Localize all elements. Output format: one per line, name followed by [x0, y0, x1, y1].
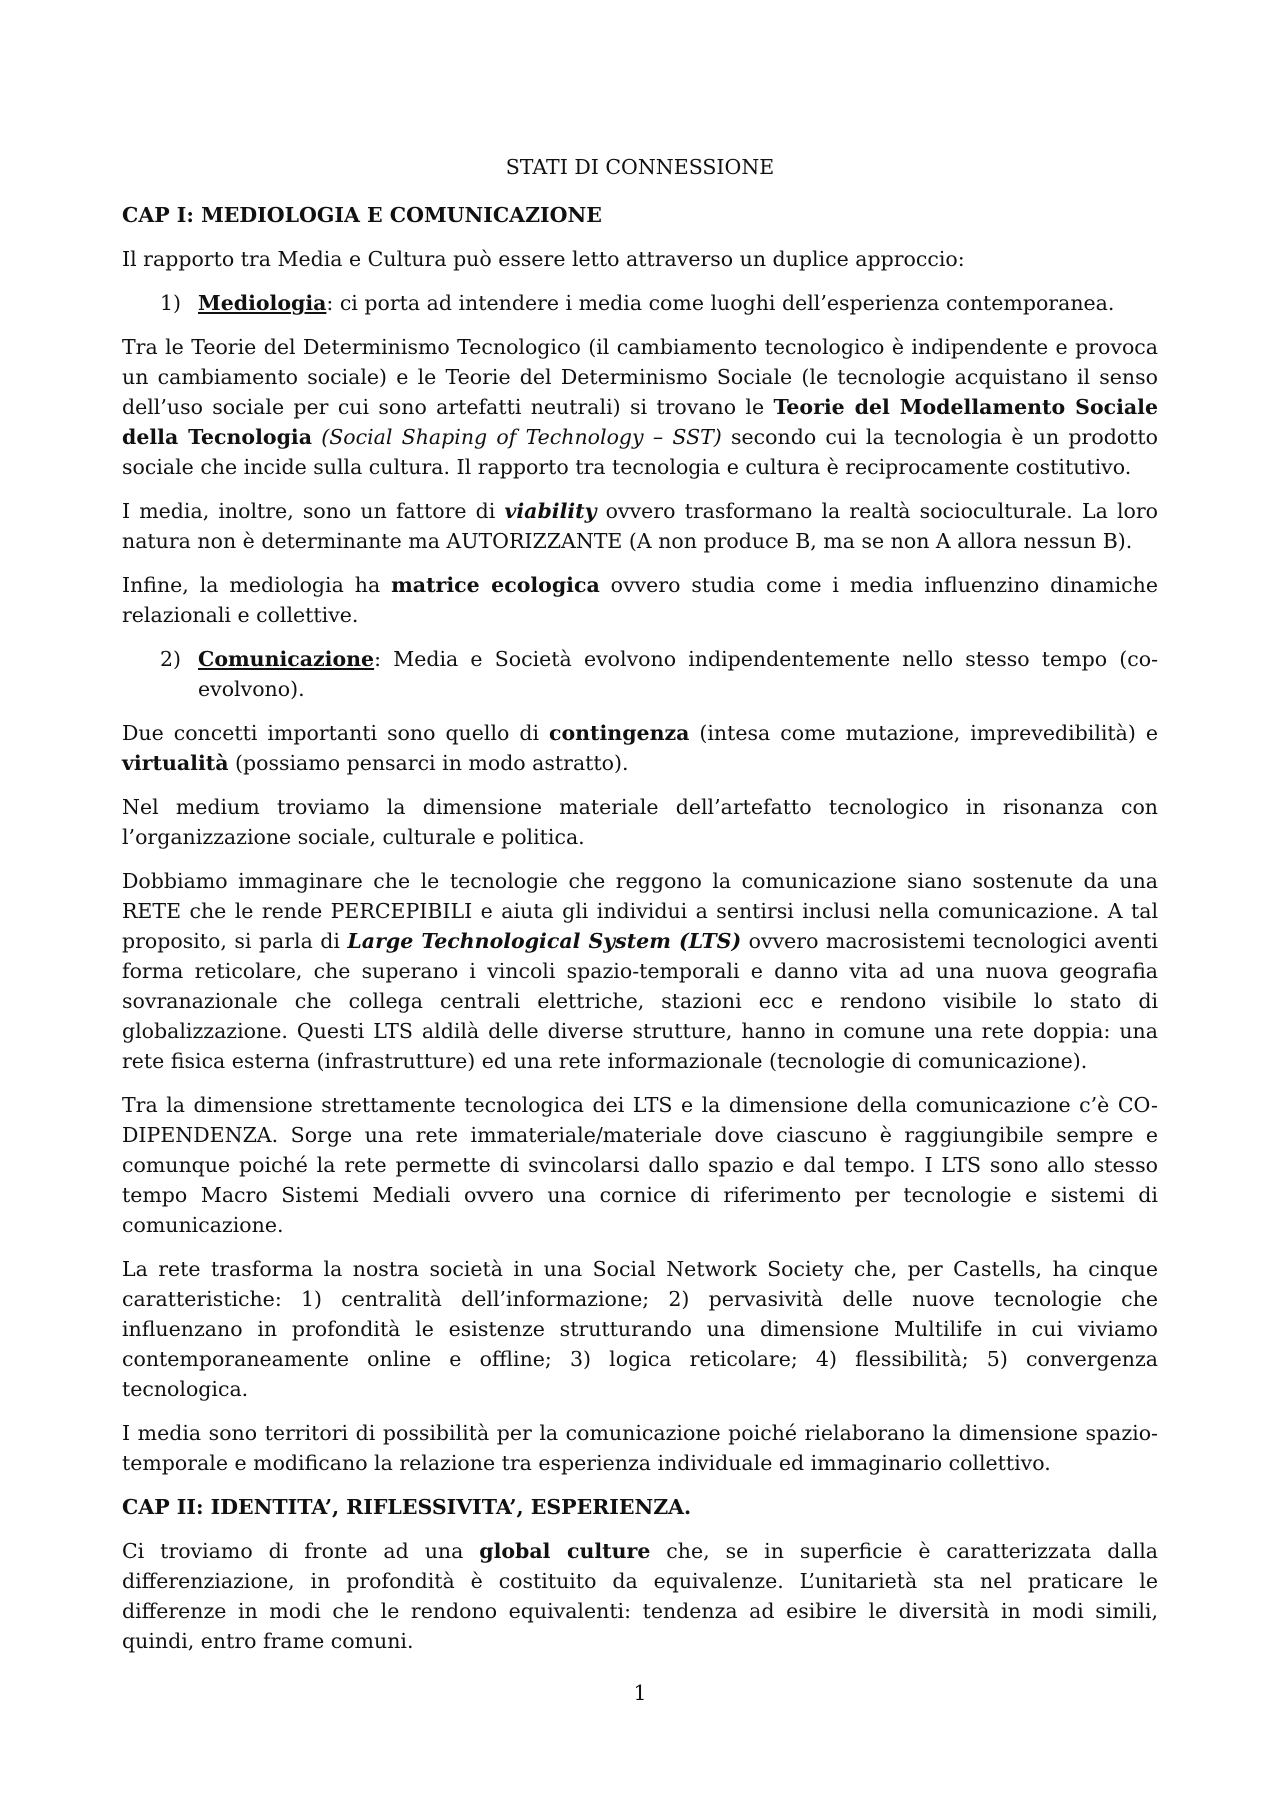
document-title: STATI DI CONNESSIONE [505, 155, 775, 179]
chapter-1-heading: CAP I: MEDIOLOGIA E COMUNICAZIONE [122, 203, 602, 227]
text-span: ovvero macrosistemi tecnologici aventi forma reticolare, che superano i vincoli spazio-temporali e danno vita ad una nuova geografia sovranazionale che collega centrali elettriche, stazioni ecc e rendono visibile lo stato di globalizzazione. Questi LTS aldilà delle diverse strutture, hanno in comune una rete doppia: una rete fisica esterna (infrastrutture) ed una rete informazionale (tecnologie di comunicazione). [122, 929, 1158, 1073]
text-span: che, se in superficie è caratterizzata dalla differenziazione, in profondità è costituito da equivalenze. L’unitarietà sta nel praticare le differenze in modi che le rendono equivalenti: tendenza ad esibire le diversità in modi simili, quindi, entro frame comuni. [122, 1539, 1158, 1653]
text-span: Ci troviamo di fronte ad una [122, 1539, 480, 1563]
list-number: 2) [160, 647, 182, 671]
text-span [312, 425, 321, 449]
term-comunicazione: Comunicazione [198, 647, 375, 671]
list-text [198, 288, 1158, 318]
italic-term: (Social Shaping of Technology – SST) [321, 425, 722, 449]
intro-paragraph: Il rapporto tra Media e Cultura può essere letto attraverso un duplice approccio: [122, 247, 965, 271]
paragraph-contingenza [122, 718, 1158, 778]
bold-term: matrice ecologica [391, 573, 600, 597]
text-span: Tra le Teorie del Determinismo Tecnologico (il cambiamento tecnologico è indipendente e provoca un cambiamento sociale) e le Teorie del Determinismo Sociale (le tecnologie acquistano il senso dell’uso sociale per cui sono artefatti neutrali) si trovano le [122, 335, 1158, 419]
paragraph-codipendenza: Tra la dimensione strettamente tecnologica dei LTS e la dimensione della comunicazione c’è CO-DIPENDENZA. Sorge una rete immateriale/materiale dove ciascuno è raggiungibile sempre e comunque poiché la rete permette di svincolarsi dallo spazio e dal tempo. I LTS sono allo stesso tempo Macro Sistemi Mediali ovvero una cornice di riferimento per tecnologie e sistemi di comunicazione. [122, 1093, 1158, 1237]
bold-term: virtualità [122, 751, 229, 775]
list-description: : ci porta ad intendere i media come luoghi dell’esperienza contemporanea. [326, 291, 1115, 315]
list-text [198, 644, 1158, 704]
paragraph-network-society: La rete trasforma la nostra società in una Social Network Society che, per Castells, ha cinque caratteristiche: 1) centralità dell’informazione; 2) pervasività delle nuove tecnologie che influenzano in profondità le esistenze strutturando una dimensione Multilife in cui viviamo contemporaneamente online e offline; 3) logica reticolare; 4) flessibilità; 5) convergenza tecnologica. [122, 1257, 1158, 1401]
text-span: ovvero studia come i media influenzino dinamiche relazionali e collettive. [122, 573, 1158, 627]
bold-italic-term: Large Technological System (LTS) [347, 929, 742, 953]
bold-term: Teorie del Modellamento Sociale della Tecnologia [122, 395, 1158, 449]
paragraph-lts [122, 866, 1158, 1076]
text-span: secondo cui la tecnologia è un prodotto sociale che incide sulla cultura. Il rapporto tra tecnologia e cultura è reciprocamente costitutivo. [122, 425, 1158, 479]
paragraph-determinismo [122, 332, 1158, 482]
term-mediologia: Mediologia [198, 291, 327, 315]
list-description: : Media e Società evolvono indipendentemente nello stesso tempo (co-evolvono). [198, 647, 1158, 701]
paragraph-global-culture [122, 1536, 1158, 1656]
text-span: Dobbiamo immaginare che le tecnologie che reggono la comunicazione siano sostenute da una RETE che le rende PERCEPIBILI e aiuta gli individui a sentirsi inclusi nella comunicazione. A tal proposito, si parla di [122, 869, 1158, 953]
page-number: 1 [633, 1681, 647, 1705]
list-item-comunicazione [122, 644, 1158, 704]
chapter-2-heading: CAP II: IDENTITA’, RIFLESSIVITA’, ESPERIENZA. [122, 1495, 692, 1519]
list-number: 1) [160, 291, 182, 315]
text-span: (possiamo pensarci in modo astratto). [228, 751, 629, 775]
bold-italic-term: viability [504, 499, 597, 523]
bold-term: global culture [479, 1539, 651, 1563]
paragraph-matrice [122, 570, 1158, 630]
text-span: I media, inoltre, sono un fattore di [122, 499, 505, 523]
text-span: (intesa come mutazione, imprevedibilità) e [689, 721, 1158, 745]
document-body [122, 200, 1158, 1670]
paragraph-territori: I media sono territori di possibilità per la comunicazione poiché rielaborano la dimensione spazio-temporale e modificano la relazione tra esperienza individuale ed immaginario collettivo. [122, 1421, 1158, 1475]
paragraph-viability [122, 496, 1158, 556]
list-item-mediologia [122, 288, 1158, 318]
text-span: ovvero trasformano la realtà socioculturale. La loro natura non è determinante ma AUTORIZZANTE (A non produce B, ma se non A allora nessun B). [122, 499, 1158, 553]
text-span: Infine, la mediologia ha [122, 573, 392, 597]
bold-term: contingenza [548, 721, 690, 745]
paragraph-medium: Nel medium troviamo la dimensione materiale dell’artefatto tecnologico in risonanza con l’organizzazione sociale, culturale e politica. [122, 795, 1158, 849]
text-span: Due concetti importanti sono quello di [122, 721, 549, 745]
